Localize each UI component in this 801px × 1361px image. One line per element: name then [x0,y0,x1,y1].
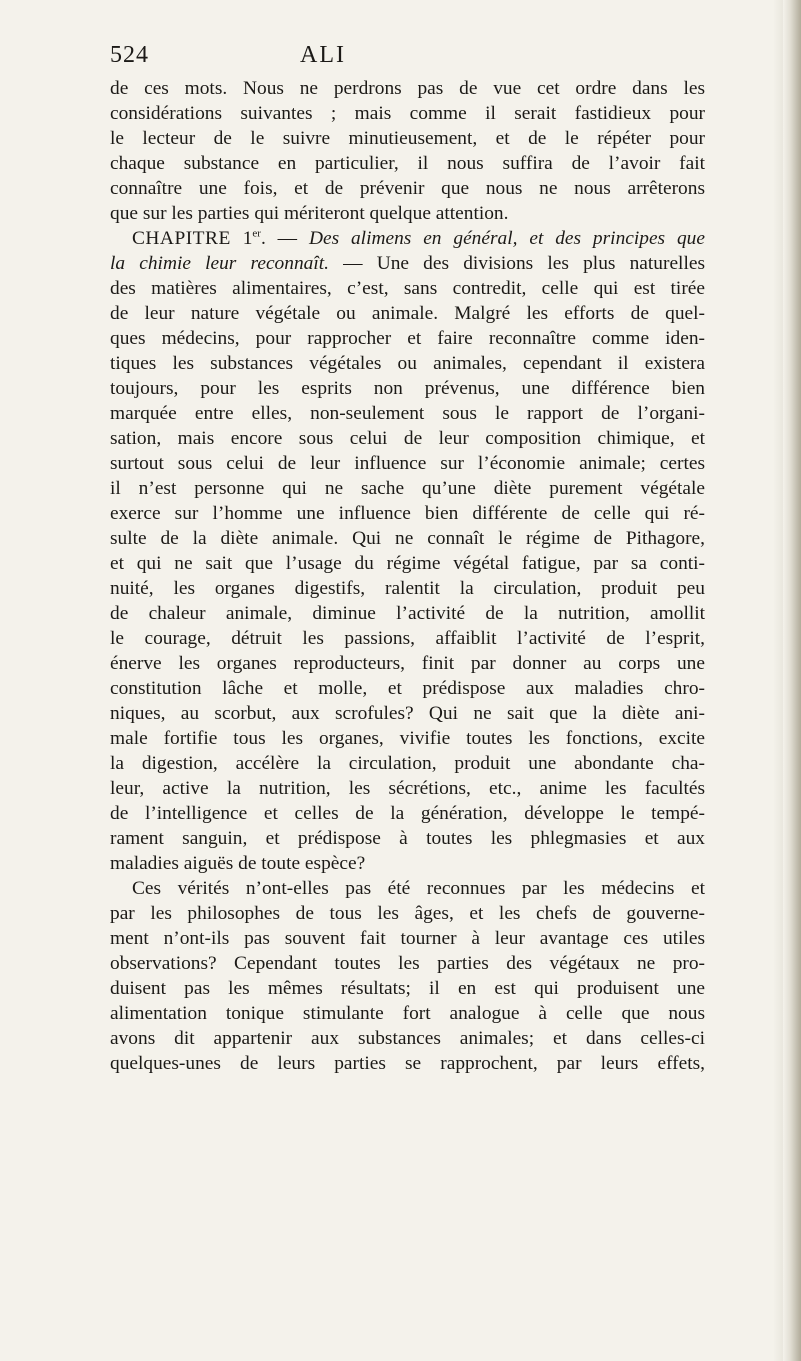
chapter-title-line-2: la chimie leur reconnaît. [110,253,329,274]
text-line: maladies aiguës de toute espèce? [110,853,366,874]
text-line: chaque substance en particulier, il nous suffira de l’avoir fait [110,153,705,174]
page-edge-shadow [783,0,801,1361]
text-line: exerce sur l’homme une influence bien différente de celle qui ré- [110,503,705,524]
text-line: et qui ne sait que l’usage du régime végétal fatigue, par sa conti- [110,553,705,574]
page-number: 524 [110,42,149,68]
text-line: surtout sous celui de leur influence sur l’économie animale; certes [110,453,705,474]
chapter-label: CHAPITRE [132,228,231,249]
text-line: constitution lâche et molle, et prédispose aux maladies chro- [110,678,705,699]
text-line: nuité, les organes digestifs, ralentit la circulation, produit peu [110,578,705,599]
text-line: quelques-unes de leurs parties se rapprochent, par leurs effets, [110,1053,705,1074]
text-line: ques médecins, pour rapprocher et faire reconnaître comme iden- [110,328,705,349]
chapter-number: 1 [242,228,253,249]
page-gutter-shadow [773,0,783,1361]
text-line: sulte de la diète animale. Qui ne connaît le régime de Pithagore, [110,528,705,549]
text-line: le courage, détruit les passions, affaiblit l’activité de l’esprit, [110,628,705,649]
text-line: toujours, pour les esprits non prévenus, une différence bien [110,378,705,399]
text-line: le lecteur de le suivre minutieusement, et de le répéter pour [110,128,705,149]
text-line: énerve les organes reproducteurs, finit par donner au corps une [110,653,705,674]
text-line: il n’est personne qui ne sache qu’une diète purement végétale [110,478,705,499]
chapter-title-line [110,251,705,276]
page-header [110,42,690,76]
text-line: tiques les substances végétales ou animales, cependant il existera [110,353,705,374]
chapter-heading-line [110,226,705,251]
text-line: duisent pas les mêmes résultats; il en est qui produisent une [110,978,705,999]
chapter-separator: . — [260,228,309,249]
text-line: de ces mots. Nous ne perdrons pas de vue cet ordre dans les [110,78,705,99]
text-line: avons dit appartenir aux substances animales; et dans celles-ci [110,1028,705,1049]
text-line: niques, au scorbut, aux scrofules? Qui ne sait que la diète ani- [110,703,705,724]
text-line: de leur nature végétale ou animale. Malgré les efforts de quel- [110,303,705,324]
text-line: male fortifie tous les organes, vivifie toutes les fonctions, excite [110,728,705,749]
text-line: des matières alimentaires, c’est, sans contredit, celle qui est tirée [110,278,705,299]
body-text [110,76,705,1076]
text-line: connaître une fois, et de prévenir que nous ne nous arrêterons [110,178,705,199]
text-line: considérations suivantes ; mais comme il serait fastidieux pour [110,103,705,124]
text-line: de l’intelligence et celles de la génération, développe le tempé- [110,803,705,824]
chapter-ordinal: er [252,227,261,240]
text-line: rament sanguin, et prédispose à toutes les phlegmasies et aux [110,828,705,849]
text-line: que sur les parties qui mériteront quelque attention. [110,203,509,224]
chapter-title-line-1: Des alimens en général, et des principes que [308,228,705,249]
text-line: la digestion, accélère la circulation, produit une abondante cha- [110,753,705,774]
text-line: alimentation tonique stimulante fort analogue à celle que nous [110,1003,705,1024]
text-line: par les philosophes de tous les âges, et les chefs de gouverne- [110,903,705,924]
text-line: Ces vérités n’ont-elles pas été reconnues par les médecins et [132,878,705,899]
text-line: leur, active la nutrition, les sécrétions, etc., anime les facultés [110,778,705,799]
running-head: ALI [300,42,346,68]
text-line: sation, mais encore sous celui de leur composition chimique, et [110,428,705,449]
text-line: de chaleur animale, diminue l’activité de la nutrition, amollit [110,603,705,624]
chapter-after-title: — Une des divisions les plus naturelles [328,253,705,274]
text-line: marquée entre elles, non-seulement sous le rapport de l’organi- [110,403,705,424]
text-line: ment n’ont-ils pas souvent fait tourner à leur avantage ces utiles [110,928,705,949]
text-line: observations? Cependant toutes les parties des végétaux ne pro- [110,953,705,974]
